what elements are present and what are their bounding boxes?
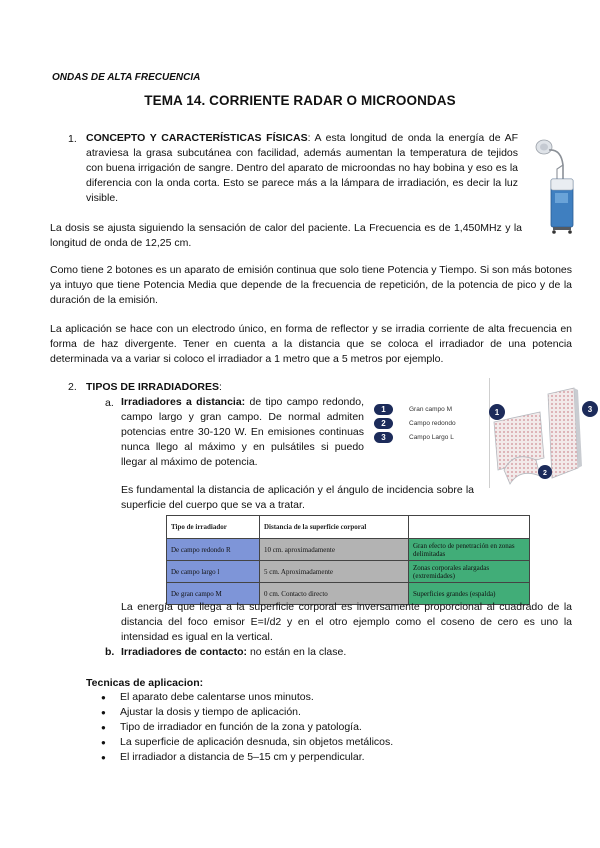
irradiators-image [486,386,600,490]
table-row [167,561,530,583]
table-cell-type: De campo redondo R [167,539,260,561]
page-title: TEMA 14. CORRIENTE RADAR O MICROONDAS [144,93,456,108]
legend-label: Gran campo M [409,406,452,413]
table-cell-distance: 10 cm. aproximadamente [260,539,409,561]
list-item: ● El irradiador a distancia de 5–15 cm y perpendicular. [100,750,393,765]
subsection-b-paragraph [121,646,346,658]
list-item: ● El aparato debe calentarse unos minutos. [100,690,393,705]
techniques-heading: Tecnicas de aplicacion: [86,677,204,689]
table-cell-effect: Gran efecto de penetración en zonas delimitadas [409,539,530,561]
table-cell-effect: Superficies grandes (espalda) [409,583,530,605]
section-2-heading-line [86,381,222,393]
legend-number-badge: 3 [374,432,393,443]
image-label-1: 1 [494,408,500,417]
techniques-list [100,690,393,765]
subsection-a-paragraph [121,395,364,470]
energy-paragraph: La energía que llega a la superficie corporal es inversamente proporcional al cuadrado de la distancia del foco emisor E=I/d2 y en el otro ejemplo como el coseno de cero es uno la intensidad es igual en la vertical. [121,601,572,643]
image-label-2: 2 [543,470,547,477]
legend-number-badge: 2 [374,418,393,429]
section-1-number: 1. [68,133,77,145]
list-item: ● La superficie de aplicación desnuda, sin objetos metálicos. [100,735,393,750]
subsection-b-text: no están en la clase. [247,646,347,658]
dose-paragraph: La dosis se ajusta siguiendo la sensación de calor del paciente. La Frecuencia es de 1,450MHz y la longitud de onda de 12,25 cm. [50,222,522,249]
legend-label: Campo redondo [409,420,456,427]
table-cell-effect: Zonas corporales alargadas (extremidades) [409,561,530,583]
section-1-text: : A esta longitud de onda la energía de AF atraviesa la grasa subcutánea con facilidad, además aumentan la temperatura de tejidos con buena irrigación de sangre. Dentro del aparato de microondas no hay bobina y eso es la diferencia con la onda corta. Esto se parece más a la lámpara de irradiación, es decir la luz visible. [86,132,518,204]
table-cell-distance: 5 cm. Aproximadamente [260,561,409,583]
table-header-cell: Tipo de irradiador [167,516,260,539]
section-2-number: 2. [68,381,77,393]
document-header: ONDAS DE ALTA FRECUENCIA [52,72,201,83]
legend-item [374,432,454,443]
irradiator-table [166,515,530,605]
table-cell-type: De campo largo l [167,561,260,583]
subsection-b-heading: Irradiadores de contacto: [121,646,248,658]
application-paragraph: La aplicación se hace con un electrodo único, en forma de reflector y se irradia corriente de alta frecuencia en forma de haz divergente. Tener en cuenta a la distancia que se coloca el irradiador de una potencia determinada va a variar si coloco el irradiador a 1 metro que a 5 metros por ejemplo. [50,323,572,365]
image-label-3: 3 [587,405,593,414]
list-item: ● Tipo de irradiador en función de la zona y patología. [100,720,393,735]
subsection-a-text: de tipo campo redondo, campo largo y gran campo. De normal admiten potencias entre 30-120 W. En emisiones continuas nunca llego al máximo y en pulsátiles si puedo llegar al máximo de potencia. [121,396,364,468]
buttons-paragraph: Como tiene 2 botones es un aparato de emisión continua que solo tiene Potencia y Tiempo. Si son más botones ya intuyo que tiene Potencia Media que depende de la frecuencia de repetición, de la potencia de pico y de la duración de la emisión. [50,264,572,306]
section-1-paragraph [86,131,518,206]
section-2-colon: : [219,381,222,393]
table-row [167,539,530,561]
table-header-cell [409,516,530,539]
table-cell-type: De gran campo M [167,583,260,605]
distance-paragraph: Es fundamental la distancia de aplicación y el ángulo de incidencia sobre la superficie del cuerpo que se va a tratar. [121,484,474,511]
legend-item [374,404,452,415]
table-header-cell: Distancia de la superficie corporal [260,516,409,539]
subsection-a-heading: Irradiadores a distancia: [121,396,246,408]
table-header-row [167,516,530,539]
subsection-b-letter: b. [105,646,115,658]
subsection-a-letter: a. [105,397,114,409]
legend-item [374,418,456,429]
legend-number-badge: 1 [374,404,393,415]
section-2-heading: TIPOS DE IRRADIADORES [86,381,220,393]
microwave-device-image [527,135,577,235]
list-item: ● Ajustar la dosis y tiempo de aplicación. [100,705,393,720]
section-1-heading: CONCEPTO Y CARACTERÍSTICAS FÍSICAS [86,132,308,144]
legend-label: Campo Largo L [409,434,454,441]
table-cell-distance: 0 cm. Contacto directo [260,583,409,605]
